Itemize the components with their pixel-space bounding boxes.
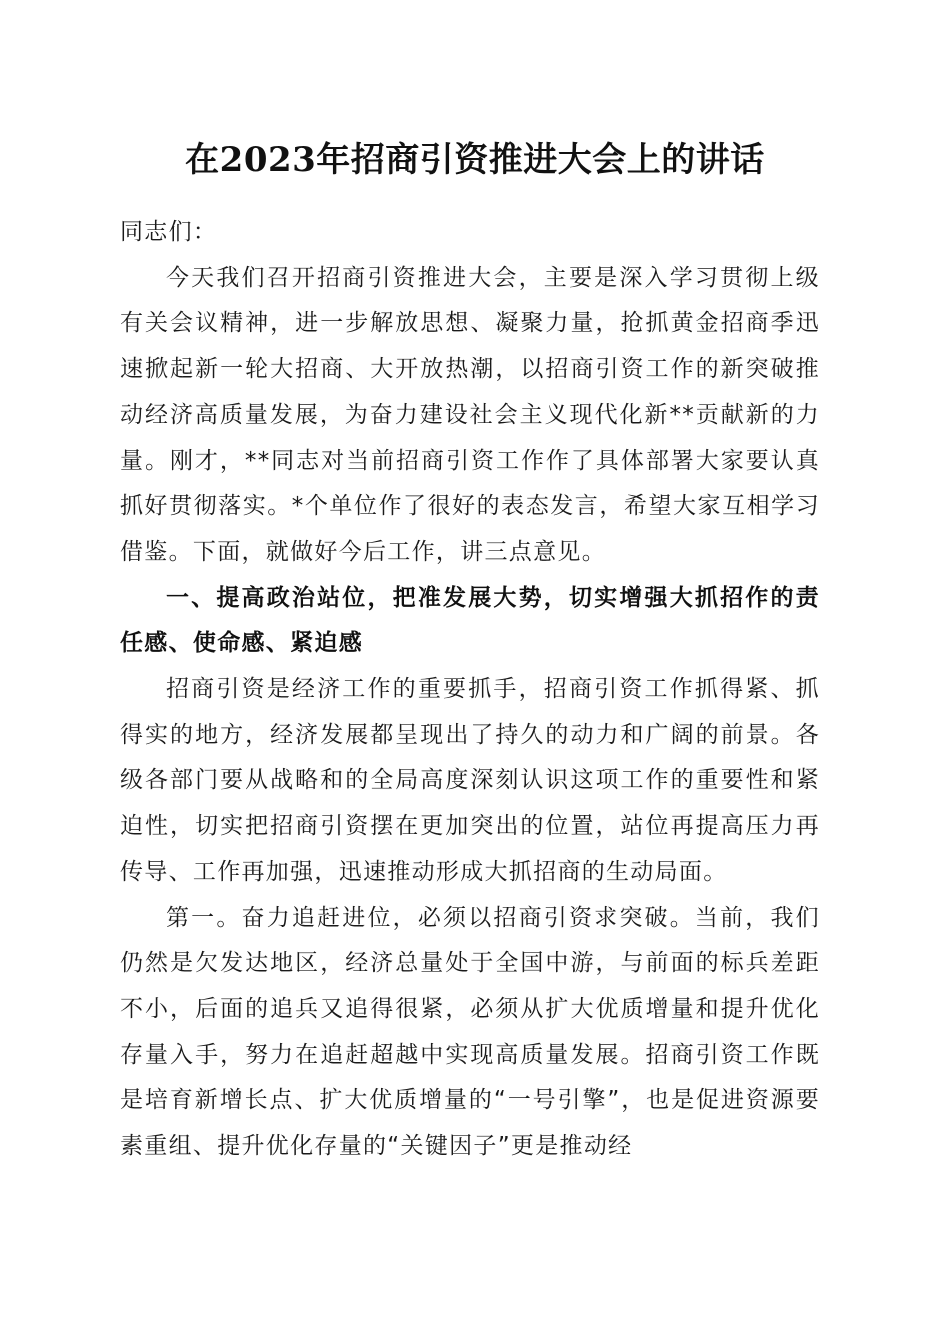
document-title: 在2023年招商引资推进大会上的讲话: [185, 140, 765, 180]
paragraph-point-1: 第一。奋力追赶进位，必须以招商引资求突破。当前，我们仍然是欠发达地区，经济总量处于全国中游，与前面的标兵差距不小，后面的追兵又追得很紧，必须从扩大优质增量和提升优化存量入手，努力在追赶超越中实现高质量发展。招商引资工作既是培育新增长点、扩大优质增量的“一号引擎”，也是促进资源要素重组、提升优化存量的“关键因子”更是推动经: [120, 904, 820, 1160]
paragraph-opening: 今天我们召开招商引资推进大会，主要是深入学习贯彻上级有关会议精神，进一步解放思想、凝聚力量，抢抓黄金招商季迅速掀起新一轮大招商、大开放热潮，以招商引资工作的新突破推动经济高质量发展，为奋力建设社会主义现代化新**贡献新的力量。刚才，**同志对当前招商引资工作作了具体部署大家要认真抓好贯彻落实。*个单位作了很好的表态发言，希望大家互相学习借鉴。下面，就做好今后工作，讲三点意见。: [120, 264, 820, 565]
document-body: [120, 210, 820, 1170]
section-heading-1: 一、提高政治站位，把准发展大势，切实增强大抓招作的责任感、使命感、紧迫感: [120, 584, 820, 657]
paragraph-section-1-intro: 招商引资是经济工作的重要抓手，招商引资工作抓得紧、抓得实的地方，经济发展都呈现出了持久的动力和广阔的前景。各级各部门要从战略和的全局高度深刻认识这项工作的重要性和紧迫性，切实把招商引资摆在更加突出的位置，站位再提高压力再传导、工作再加强，迅速推动形成大抓招商的生动局面。: [120, 676, 820, 885]
salutation: 同志们：: [120, 219, 218, 245]
